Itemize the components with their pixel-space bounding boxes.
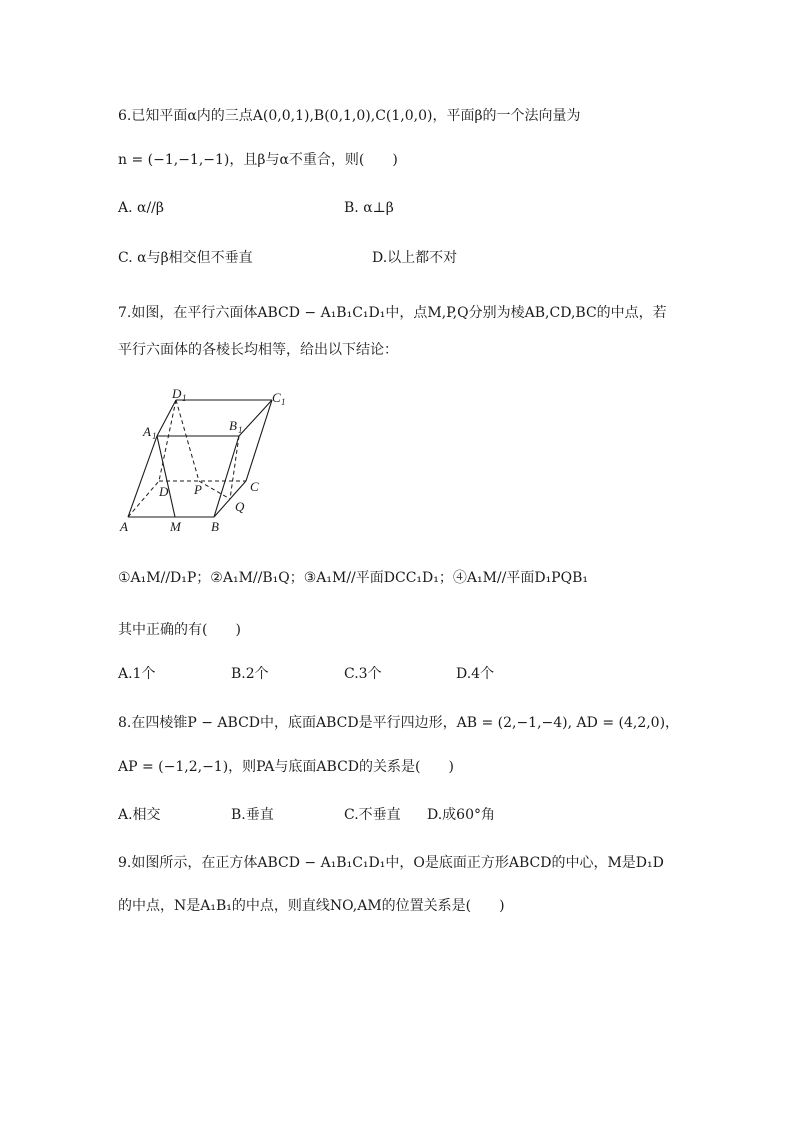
- segment-pq: [199, 481, 230, 499]
- q9-line2: 的中点，N是A₁B₁的中点，则直线NO,AM的位置关系是( ): [118, 898, 505, 914]
- label-b1-sub: 1: [238, 425, 243, 435]
- label-p: P: [194, 482, 202, 497]
- q6-line1: 6.已知平面α内的三点A(0,0,1),B(0,1,0),C(1,0,0)，平面β的一个法向量为: [118, 108, 581, 124]
- label-c1-sub: 1: [281, 397, 286, 407]
- q6-option-b: B. α⊥β: [344, 200, 394, 216]
- label-a: A: [120, 519, 128, 534]
- q8-option-d: D.成60°角: [427, 807, 495, 823]
- parallelepiped-figure: [116, 384, 296, 536]
- label-m: M: [170, 519, 181, 534]
- q7-question: 其中正确的有( ): [118, 622, 241, 638]
- q7-option-b: B.2个: [231, 666, 269, 682]
- label-d1: D: [172, 386, 182, 401]
- q8-line1: 8.在四棱锥P − ABCD中，底面ABCD是平行四边形，AB = (2,−1,−4), AD = (4,2,0)，: [118, 715, 680, 731]
- q9-line1: 9.如图所示，在正方体ABCD − A₁B₁C₁D₁中，O是底面正方形ABCD的中心，M是D₁D: [118, 855, 664, 871]
- segment-d1p: [176, 400, 199, 481]
- q8-option-b: B.垂直: [231, 807, 274, 823]
- label-q: Q: [235, 499, 245, 514]
- label-a1: A: [143, 424, 151, 439]
- edge-a1a: [128, 436, 157, 517]
- q7-statements: ①A₁M//D₁P；②A₁M//B₁Q；③A₁M//平面DCC₁D₁；④A₁M//平面D₁PQB₁: [118, 570, 588, 586]
- q7-line1: 7.如图，在平行六面体ABCD − A₁B₁C₁D₁中，点M,P,Q分别为棱AB,CD,BC的中点，若: [118, 305, 667, 321]
- q8-option-c: C.不垂直: [344, 807, 401, 823]
- label-b1: B: [229, 418, 237, 433]
- label-c: C: [250, 479, 259, 494]
- label-a1-sub: 1: [152, 431, 157, 441]
- q7-option-d: D.4个: [456, 666, 495, 682]
- q7-line2: 平行六面体的各棱长均相等，给出以下结论：: [118, 342, 398, 358]
- q7-option-a: A.1个: [118, 666, 156, 682]
- q7-option-c: C.3个: [344, 666, 382, 682]
- edge-d1d: [159, 400, 176, 481]
- q6-option-a: A. α//β: [118, 200, 164, 216]
- label-c1: C: [272, 390, 281, 405]
- q8-line2: AP = (−1,2,−1)，则PA与底面ABCD的关系是( ): [118, 759, 454, 775]
- label-d: D: [159, 484, 169, 499]
- edge-b1c1: [239, 400, 272, 436]
- q6-line2: n = (−1,−1,−1)，且β与α不重合，则( ): [118, 152, 398, 168]
- label-b: B: [211, 519, 219, 534]
- edge-a1d1: [157, 400, 176, 436]
- q6-option-d: D.以上都不对: [372, 250, 458, 266]
- edge-ad: [128, 481, 159, 517]
- label-d1-sub: 1: [182, 393, 187, 403]
- edge-c1c: [246, 400, 272, 481]
- q6-option-c: C. α与β相交但不垂直: [118, 250, 253, 266]
- segment-b1q: [230, 436, 239, 499]
- q8-option-a: A.相交: [118, 807, 161, 823]
